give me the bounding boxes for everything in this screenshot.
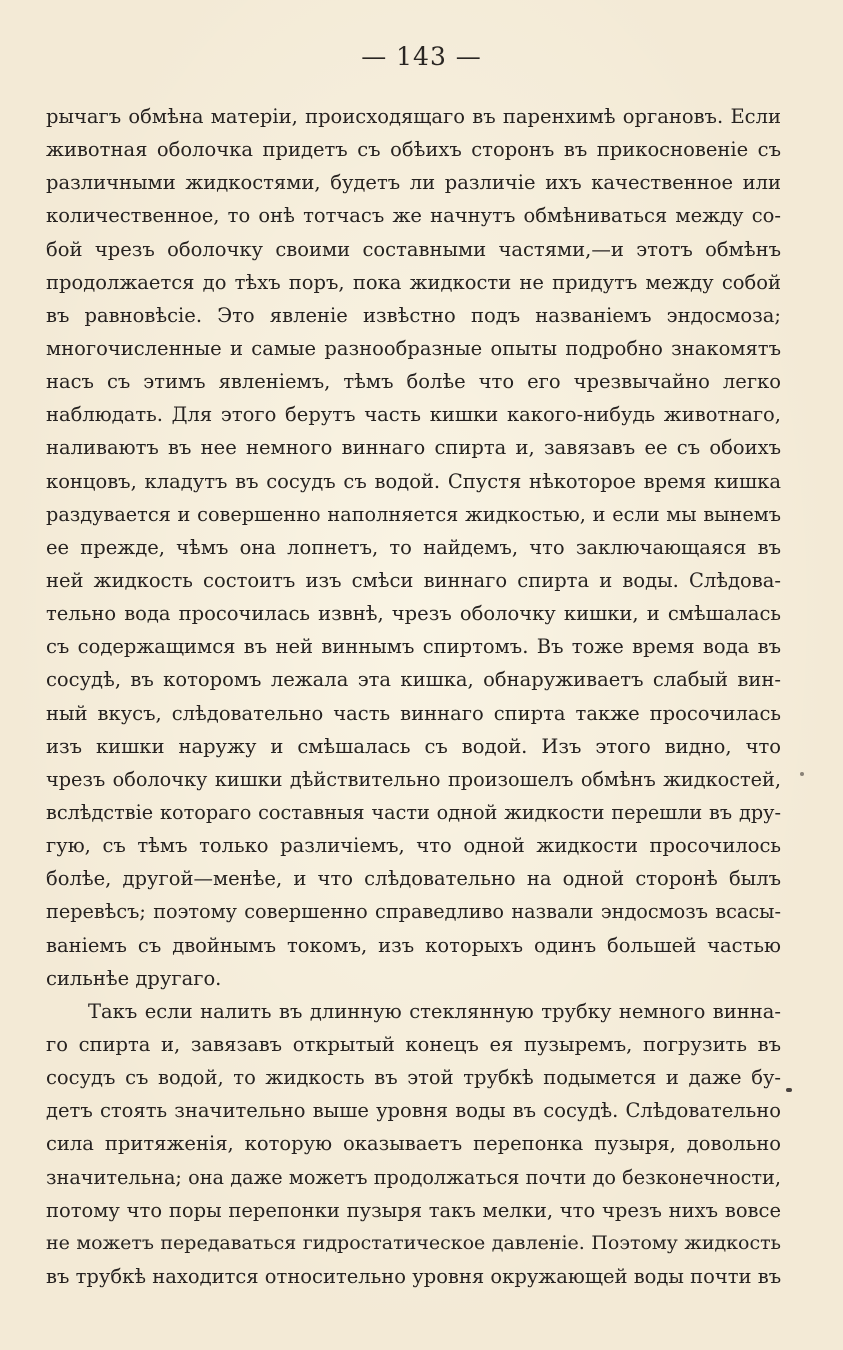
margin-ink-mark — [786, 1088, 792, 1092]
text-line: перевѣсъ; поэтому совершенно справедливо назвали эндосмозъ всасы- — [46, 900, 781, 924]
paragraph-end-line: сильнѣе другаго. — [46, 966, 222, 990]
text-line: сосудѣ, въ которомъ лежала эта кишка, обнаруживаетъ слабый вин- — [46, 668, 781, 692]
paragraph-start-line: Такъ если налить въ длинную стеклянную трубку немного винна- — [88, 999, 781, 1023]
text-line: сосудъ съ водой, то жидкость въ этой трубкѣ подымется и даже бу- — [46, 1066, 781, 1090]
text-line: животная оболочка придетъ съ обѣихъ сторонъ въ прикосновеніе съ — [46, 138, 781, 162]
margin-dot — [800, 772, 804, 776]
text-line: потому что поры перепонки пузыря такъ мелки, что чрезъ нихъ вовсе — [46, 1198, 781, 1222]
text-line: ее прежде, чѣмъ она лопнетъ, то найдемъ, что заключающаяся въ — [46, 535, 781, 559]
text-line: бой чрезъ оболочку своими составными частями,—и этотъ обмѣнъ — [46, 237, 781, 261]
text-line: чрезъ оболочку кишки дѣйствительно произошелъ обмѣнъ жидкостей, — [46, 767, 781, 791]
text-line: многочисленные и самые разнообразные опыты подробно знакомятъ — [46, 336, 781, 360]
text-line: наблюдать. Для этого берутъ часть кишки какого-нибудь животнаго, — [46, 403, 781, 427]
text-line: концовъ, кладутъ въ сосудъ съ водой. Спустя нѣкоторое время кишка — [46, 469, 781, 493]
text-line: изъ кишки наружу и смѣшалась съ водой. Изъ этого видно, что — [46, 734, 781, 758]
text-line: ваніемъ съ двойнымъ токомъ, изъ которыхъ одинъ большей частью — [46, 933, 781, 957]
text-line: насъ съ этимъ явленіемъ, тѣмъ болѣе что его чрезвычайно легко — [46, 370, 781, 394]
body-text — [46, 100, 781, 1293]
text-line: сила притяженія, которую оказываетъ перепонка пузыря, довольно — [46, 1132, 781, 1156]
text-line: ней жидкость состоитъ изъ смѣси виннаго спирта и воды. Слѣдова- — [46, 568, 781, 592]
text-line: детъ стоять значительно выше уровня воды въ сосудѣ. Слѣдовательно — [46, 1099, 781, 1123]
text-line: вслѣдствіе котораго составныя части одной жидкости перешли въ дру- — [46, 800, 781, 824]
text-line: не можетъ передаваться гидростатическое давленіе. Поэтому жидкость — [46, 1231, 781, 1254]
text-line: го спирта и, завязавъ открытый конецъ ея пузыремъ, погрузить въ — [46, 1032, 781, 1056]
text-line: болѣе, другой—менѣе, и что слѣдовательно на одной сторонѣ былъ — [46, 867, 781, 891]
text-line: количественное, то онѣ тотчасъ же начнутъ обмѣниваться между со- — [46, 204, 781, 228]
text-line: раздувается и совершенно наполняется жидкостью, и если мы вынемъ — [46, 502, 781, 526]
text-line: рычагъ обмѣна матеріи, происходящаго въ паренхимѣ органовъ. Если — [46, 105, 781, 128]
text-line: наливаютъ въ нее немного виннаго спирта и, завязавъ ее съ обоихъ — [46, 436, 781, 460]
text-line: продолжается до тѣхъ поръ, пока жидкости не придутъ между собой — [46, 270, 781, 294]
text-line: различными жидкостями, будетъ ли различіе ихъ качественное или — [46, 171, 781, 195]
text-line: въ равновѣсіе. Это явленіе извѣстно подъ названіемъ эндосмоза; — [46, 303, 781, 327]
text-line: тельно вода просочилась извнѣ, чрезъ оболочку кишки, и смѣшалась — [46, 602, 781, 626]
text-line: съ содержащимся въ ней виннымъ спиртомъ. Въ тоже время вода въ — [46, 635, 781, 659]
text-line: ный вкусъ, слѣдовательно часть виннаго спирта также просочилась — [46, 701, 781, 725]
text-line: въ трубкѣ находится относительно уровня окружающей воды почти въ — [46, 1264, 781, 1288]
text-line: гую, съ тѣмъ только различіемъ, что одной жидкости просочилось — [46, 834, 781, 858]
text-line: значительна; она даже можетъ продолжаться почти до безконечности, — [46, 1165, 781, 1189]
page-number: — 143 — — [361, 42, 482, 71]
